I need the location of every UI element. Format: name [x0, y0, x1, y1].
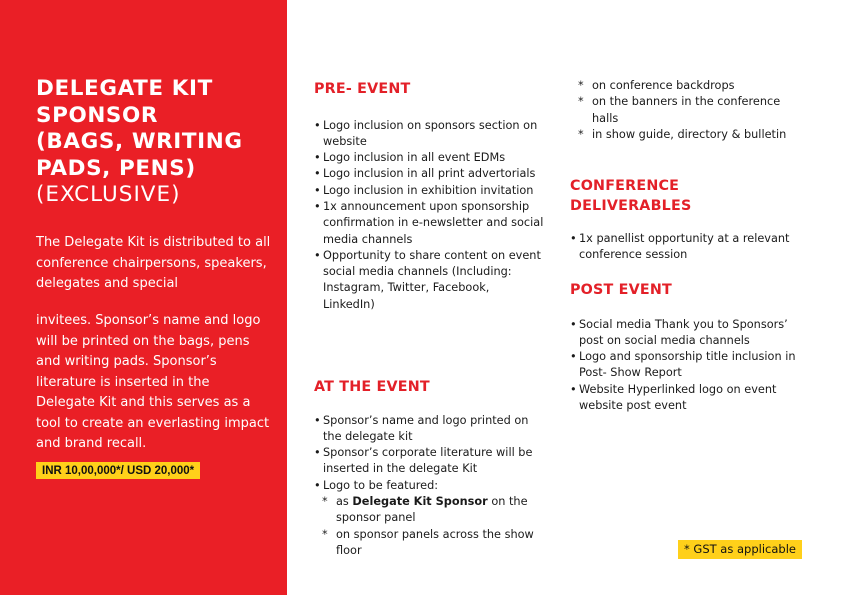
sub-list-item: * on the banners in the conference halls: [570, 94, 800, 127]
featured-suffix: on the sponsor panel: [336, 494, 528, 525]
conference-heading-line: CONFERENCE: [570, 178, 680, 194]
at-event-heading: AT THE EVENT: [314, 379, 430, 395]
list-item: [314, 478, 544, 559]
conference-list: [570, 231, 800, 264]
list-item: • Opportunity to share content on event social media channels (Including: Instagram, Twitter, Facebook, LinkedIn): [314, 248, 544, 313]
title-line: PADS, PENS): [36, 155, 196, 181]
list-item: • Website Hyperlinked logo on event website post event: [570, 382, 800, 415]
sub-list-item: * in show guide, directory & bulletin: [570, 127, 800, 143]
featured-continued-list: [570, 78, 800, 143]
list-item: • 1x announcement upon sponsorship confirmation in e-newsletter and social media channels: [314, 199, 544, 248]
title-line: (BAGS, WRITING: [36, 129, 243, 154]
sub-list-item: * on sponsor panels across the show floor: [314, 527, 544, 560]
pre-event-heading: PRE- EVENT: [314, 81, 411, 97]
sub-list-item: * on conference backdrops: [570, 78, 800, 94]
title-line: SPONSOR: [36, 102, 159, 128]
at-event-list: [314, 413, 544, 560]
list-item: • Logo and sponsorship title inclusion in Post- Show Report: [570, 349, 800, 382]
intro-paragraph-2: invitees. Sponsor’s name and logo will be printed on the bags, pens and writing pads. Sponsor’s literature is inserted in the Delegate Kit and this serves as a tool to create an everlasting impact and brand recall.: [36, 313, 270, 451]
list-item: • Sponsor’s corporate literature will be inserted in the delegate Kit: [314, 445, 544, 478]
title-exclusive: (EXCLUSIVE): [36, 182, 181, 207]
pre-event-section: [314, 80, 544, 313]
title-line: DELEGATE KIT: [36, 76, 213, 101]
at-event-section: [314, 378, 544, 559]
featured-sublist: [314, 494, 544, 559]
post-event-list: [570, 317, 800, 415]
intro-paragraph-1: The Delegate Kit is distributed to all conference chairpersons, speakers, delegates and special: [36, 235, 271, 291]
gst-note: * GST as applicable: [678, 540, 802, 559]
featured-prefix: as: [336, 494, 353, 508]
featured-bold: Delegate Kit Sponsor: [352, 494, 488, 508]
sponsor-title: [36, 76, 276, 209]
featured-continued: [570, 78, 800, 143]
conference-section: [570, 177, 800, 264]
list-item: • Logo inclusion on sponsors section on website: [314, 118, 544, 151]
post-event-section: [570, 281, 800, 414]
list-item: • Logo inclusion in all event EDMs: [314, 150, 544, 166]
list-item: • Sponsor’s name and logo printed on the delegate kit: [314, 413, 544, 446]
post-event-heading: POST EVENT: [570, 282, 672, 298]
list-item: • Social media Thank you to Sponsors’ post on social media channels: [570, 317, 800, 350]
list-item: • Logo inclusion in all print advertorials: [314, 166, 544, 182]
conference-heading: [570, 177, 800, 216]
sub-list-item: [314, 494, 544, 527]
list-item-text: Logo to be featured:: [323, 478, 439, 492]
list-item: • Logo inclusion in exhibition invitation: [314, 183, 544, 199]
conference-heading-line: DELIVERABLES: [570, 197, 692, 214]
price-badge: INR 10,00,000*/ USD 20,000*: [36, 462, 200, 479]
left-red-panel: [0, 0, 287, 595]
list-item: • 1x panellist opportunity at a relevant conference session: [570, 231, 800, 264]
pre-event-list: [314, 118, 544, 314]
